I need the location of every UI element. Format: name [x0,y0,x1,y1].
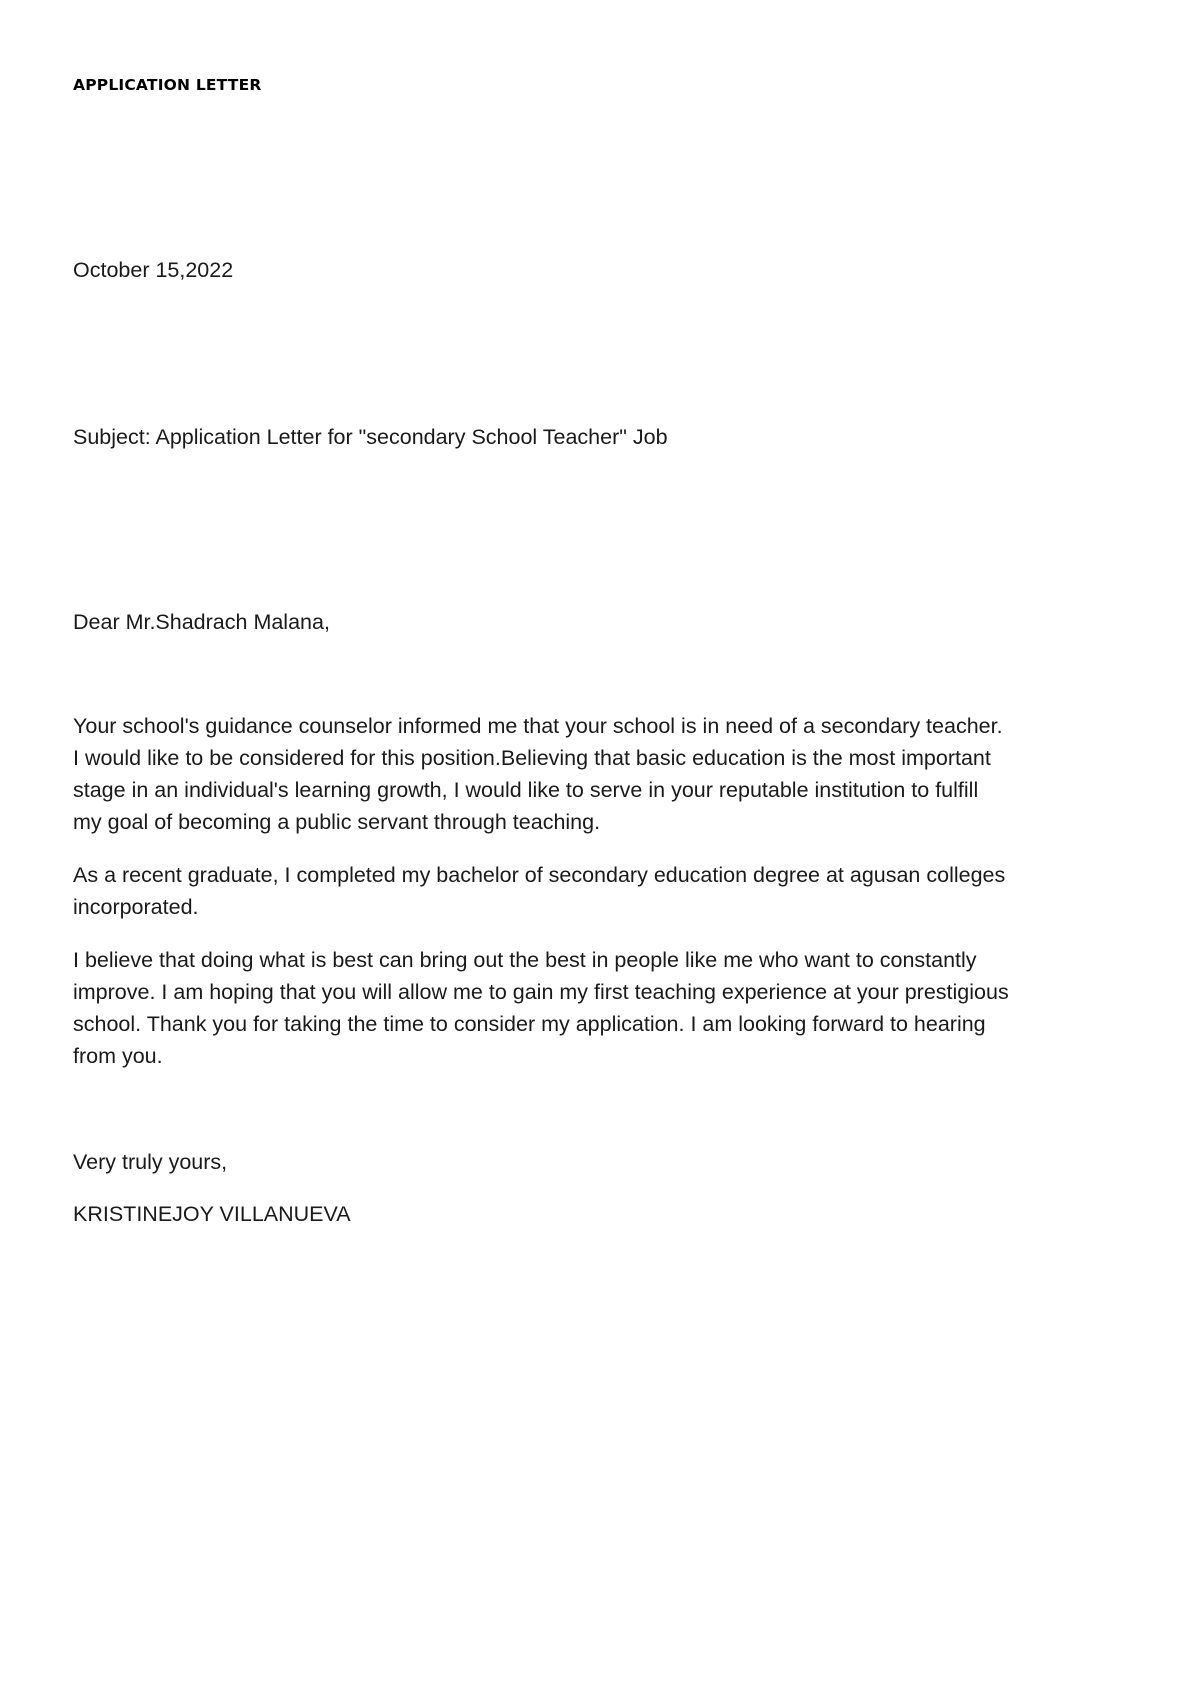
paragraph-line: Your school's guidance counselor informed me that your school is in need of a secondary teacher. [73,714,1003,738]
paragraph-line: I believe that doing what is best can bring out the best in people like me who want to constantly [73,948,977,972]
letter-signature-name: KRISTINEJOY VILLANUEVA [73,1202,351,1226]
letter-salutation: Dear Mr.Shadrach Malana, [73,610,330,634]
paragraph-line: school. Thank you for taking the time to consider my application. I am looking forward to hearing [73,1012,986,1036]
paragraph-line: As a recent graduate, I completed my bachelor of secondary education degree at agusan colleges [73,863,1006,887]
paragraph-line: improve. I am hoping that you will allow me to gain my first teaching experience at your prestigious [73,980,1009,1004]
paragraph-line: from you. [73,1044,163,1068]
paragraph-line: my goal of becoming a public servant through teaching. [73,810,601,834]
letter-heading: APPLICATION LETTER [73,76,262,94]
paragraph-line: incorporated. [73,895,199,919]
paragraph-line: stage in an individual's learning growth, I would like to serve in your reputable institution to fulfill [73,778,979,802]
body-paragraph-2 [73,859,1153,923]
letter-subject: Subject: Application Letter for "secondary School Teacher" Job [73,425,668,449]
body-paragraph-3 [73,944,1153,1072]
letter-closing: Very truly yours, [73,1150,228,1174]
paragraph-line: I would like to be considered for this position.Believing that basic education is the most important [73,746,991,770]
letter-date: October 15,2022 [73,258,234,282]
body-paragraph-1 [73,710,1153,838]
